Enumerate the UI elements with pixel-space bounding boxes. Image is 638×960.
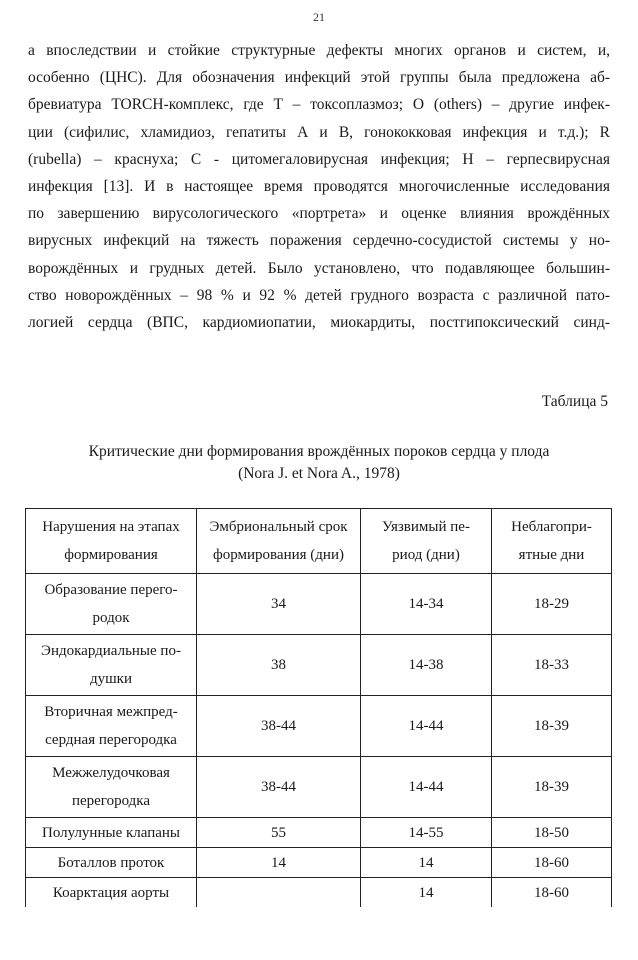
cell-stage: Боталлов проток [26,848,197,878]
header-text: Эмбриональный срок [209,519,348,535]
header-text: риод (дни) [392,547,460,563]
body-line: ции (сифилис, хламидиоз, гепатиты А и В, гонококковая инфекция и т.д.); R [28,123,610,141]
table-row [26,696,612,757]
cell-stage [26,696,197,757]
header-text: Нарушения на этапах [42,519,180,535]
cell-embryonic: 38 [197,635,361,696]
header-text: формирования [64,547,158,563]
cell-text: перегородка [71,793,151,809]
header-cell-stage [26,509,197,574]
cell-text: Эндокардиальные по- [41,643,181,659]
table-row [26,878,612,908]
cell-stage [26,635,197,696]
body-line: особенно (ЦНС). Для обозначения инфекций этой группы была предложена аб- [28,69,610,87]
cell-unfavorable: 18-60 [492,848,612,878]
cell-unfavorable: 18-33 [492,635,612,696]
body-line: (rubella) – краснуха; С - цитомегаловирусная инфекция; Н – герпесвирусная [28,150,610,168]
cell-stage [26,574,197,635]
cell-stage: Полулунные клапаны [26,818,197,848]
cell-text: сердная перегородка [45,732,177,748]
body-line: по завершению вирусологического «портрета» и оценке влияния врождённых [28,205,610,223]
cell-embryonic: 34 [197,574,361,635]
cell-text: родок [92,610,130,626]
cell-text: душки [90,671,132,687]
cell-embryonic: 55 [197,818,361,848]
body-line: вирусных инфекций на тяжесть поражения сердечно-сосудистой системы у но- [28,232,610,250]
table-header-row [26,509,612,574]
body-line: логией сердца (ВПС, кардиомиопатии, миокардиты, постгипоксический синд- [28,313,610,331]
header-cell-vulnerable [361,509,492,574]
body-line: ство новорождённых – 98 % и 92 % детей грудного возраста с различной пато- [28,286,610,304]
cell-embryonic: 38-44 [197,757,361,818]
cell-vulnerable: 14-44 [361,757,492,818]
cell-embryonic [197,878,361,908]
body-line: инфекция [13]. И в настоящее время проводятся многочисленные исследования [28,177,610,195]
body-paragraph [28,37,610,336]
cell-vulnerable: 14-55 [361,818,492,848]
header-text: Неблагопри- [511,519,592,535]
header-text: формирования (дни) [213,547,344,563]
header-text: ятные дни [518,547,585,563]
cell-unfavorable: 18-39 [492,757,612,818]
cell-unfavorable: 18-29 [492,574,612,635]
cell-stage [26,757,197,818]
cell-vulnerable: 14-34 [361,574,492,635]
page-number: 21 [313,10,325,24]
body-line: ворождённых и грудных детей. Было установлено, что подавляющее большин- [28,259,610,277]
heart-defects-table [25,508,612,907]
header-cell-unfavorable [492,509,612,574]
table-row [26,848,612,878]
cell-vulnerable: 14 [361,848,492,878]
cell-text: Вторичная межпред- [44,704,178,720]
body-line: бревиатура TORCH-комплекс, где Т – токсоплазмоз; О (others) – другие инфек- [28,96,610,114]
table-label: Таблица 5 [541,393,608,410]
table-caption: Критические дни формирования врождённых пороков сердца у плода [88,443,550,460]
table-row [26,635,612,696]
cell-unfavorable: 18-39 [492,696,612,757]
cell-unfavorable: 18-60 [492,878,612,908]
table-caption-source: (Nora J. et Nora A., 1978) [238,465,400,482]
table-row [26,574,612,635]
table-row [26,818,612,848]
header-text: Уязвимый пе- [382,519,470,535]
cell-unfavorable: 18-50 [492,818,612,848]
cell-text: Образование перего- [44,582,178,598]
body-line: а впоследствии и стойкие структурные дефекты многих органов и систем, и, [28,42,610,59]
cell-vulnerable: 14-44 [361,696,492,757]
cell-vulnerable: 14-38 [361,635,492,696]
cell-embryonic: 14 [197,848,361,878]
table-row [26,757,612,818]
cell-stage: Коарктация аорты [26,878,197,908]
header-cell-embryonic [197,509,361,574]
cell-embryonic: 38-44 [197,696,361,757]
cell-vulnerable: 14 [361,878,492,908]
cell-text: Межжелудочковая [52,765,170,781]
